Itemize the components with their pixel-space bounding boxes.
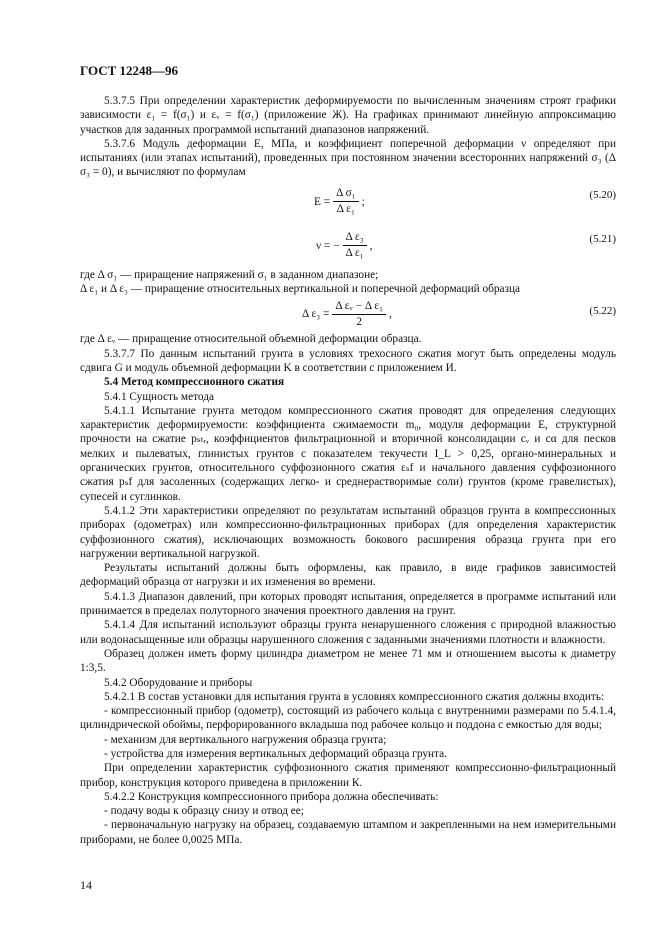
page-number: 14 <box>80 878 92 892</box>
formula-5-21 <box>80 224 616 268</box>
formula-number: (5.21) <box>589 232 616 245</box>
paragraph-5-4-2-2: 5.4.2.2 Конструкция компрессионного прибора должна обеспечивать: <box>104 790 439 803</box>
subsection-heading-5-4-1: 5.4.1 Сущность метода <box>104 390 214 403</box>
list-item: - механизм для вертикального нагружения образца грунта; <box>104 733 387 746</box>
paragraph-5-4-1-1: 5.4.1.1 Испытание грунта методом компрессионного сжатия проводят для определения следующих характеристик деформируемости: коэффициента сжимаемости m₀, модуля деформации E, структурной прочности на сжатие pₛₜᵣ, коэффициентов фильтрационной и вторичной консолидации cᵥ и cα для песков мелких и пылеватых, глинистых грунтов с показателем текучести I_L > 0,25, органо-минеральных и органических грунтов, относительного суффозионного сжатия εₛf и начального давления суффозионного сжатия pₛf для засоленных (содержащих легко- и среднерастворимые соли) грунтов (кроме гравелистых), супесей и суглинков. <box>80 404 616 503</box>
list-item: - устройства для измерения вертикальных деформаций образца грунта. <box>104 747 447 760</box>
paragraph-5-4-1-3: 5.4.1.3 Диапазон давлений, при которых проводят испытания, определяется в программе испытаний или принимается в пределах полуторного значения проектного давления на грунт. <box>80 590 616 618</box>
list-item: - подачу воды к образцу снизу и отвод ее; <box>104 805 304 818</box>
numerator: Δ εᵥ − Δ ε₁ <box>332 300 386 315</box>
standard-title: ГОСТ 12248—96 <box>80 63 179 78</box>
denominator: Δ ε₁ <box>336 203 355 216</box>
formula-lhs: ν = − <box>316 239 340 252</box>
formula-5-22 <box>80 296 616 332</box>
formula-lhs: E = <box>314 195 331 208</box>
subsection-heading-5-4-2: 5.4.2 Оборудование и приборы <box>104 676 253 689</box>
list-item: - компрессионный прибор (одометр), состоящий из рабочего кольца с внутренними размерами по 5.4.1.4, цилиндрической обоймы, перфорированного вкладыша под рабочее кольцо и поддона с емкостью для воды; <box>80 705 616 732</box>
paragraph-5-4-2-1: 5.4.2.1 В состав установки для испытания грунта в условиях компрессионного сжатия должны входить: <box>104 690 605 703</box>
where-clause-3: где Δ εᵥ — приращение относительной объемной деформации образца. <box>80 333 422 346</box>
paragraph-5-3-7-7: 5.3.7.7 По данным испытаний грунта в условиях трехосного сжатия могут быть определены модуль сдвига G и модуль объемной деформации K в соответствии с приложением И. <box>80 347 616 374</box>
where-clause-2: Δ ε₁ и Δ ε₃ — приращение относительных вертикальной и поперечной деформаций образца <box>80 283 521 296</box>
where-clause-1: где Δ σ₁ — приращение напряжений σ₁ в заданном диапазоне; <box>80 268 379 281</box>
paragraph-5-4-2-1-suffusion: При определении характеристик суффозионного сжатия применяют компрессионно-фильтрационный прибор, конструкция которого приведена в приложении К. <box>80 762 616 789</box>
formula-tail: ; <box>361 195 365 208</box>
paragraph-5-3-7-5: 5.3.7.5 При определении характеристик деформируемости по вычисленным значениям строят графики зависимости ε₁ = f(σ₁) и εᵥ = f(σ₁) (приложение Ж). На графиках принимают линейную аппроксимацию участков для заданных программой испытаний диапазонов напряжений. <box>80 95 616 136</box>
paragraph-5-4-1-2-results: Результаты испытаний должны быть оформлены, как правило, в виде графиков зависимостей деформаций образца от нагрузки и их изменения во времени. <box>80 562 616 589</box>
paragraph-5-4-1-4-sample: Образец должен иметь форму цилиндра диаметром не менее 71 мм и отношением высоты к диаметру 1:3,5. <box>80 647 616 675</box>
denominator: Δ ε₁ <box>345 247 364 260</box>
formula-5-20 <box>80 180 616 224</box>
page-body <box>80 94 616 847</box>
formula-number: (5.20) <box>589 188 616 201</box>
numerator: Δ ε₃ <box>343 231 367 246</box>
denominator: 2 <box>356 315 363 328</box>
formula-lhs: Δ ε₃ = <box>302 308 330 321</box>
fraction <box>343 231 367 260</box>
formula-number: (5.22) <box>589 305 616 318</box>
formula-tail: , <box>369 239 373 252</box>
paragraph-5-3-7-6: 5.3.7.6 Модуль деформации E, МПа, и коэффициент поперечной деформации ν определяют при испытаниях (или этапах испытаний), проведенных при постоянном значении всесторонних напряжений σ₃ (Δ σ₃ = 0), и вычисляют по формулам <box>80 137 616 179</box>
fraction <box>332 300 386 329</box>
section-heading-5-4: 5.4 Метод компрессионного сжатия <box>104 376 285 389</box>
paragraph-5-4-1-2: 5.4.1.2 Эти характеристики определяют по результатам испытаний образцов грунта в компрессионных приборах (одометрах) или компрессионно-фильтрационных приборах (для определения характеристик суффозионного сжатия), исключающих возможность бокового расширения образца грунта при его нагружении вертикальной нагрузкой. <box>80 504 616 560</box>
numerator: Δ σ₁ <box>333 187 359 202</box>
list-item: - первоначальную нагрузку на образец, создаваемую штампом и закрепленными на нем измерительными приборами, не более 0,0025 МПа. <box>80 819 616 846</box>
formula-tail: , <box>389 308 392 321</box>
fraction <box>333 187 359 216</box>
paragraph-5-4-1-4: 5.4.1.4 Для испытаний используют образцы грунта ненарушенного сложения с природной влажностью или водонасыщенные или образцы нарушенного сложения с заданными значениями плотности и влажности. <box>80 619 616 646</box>
